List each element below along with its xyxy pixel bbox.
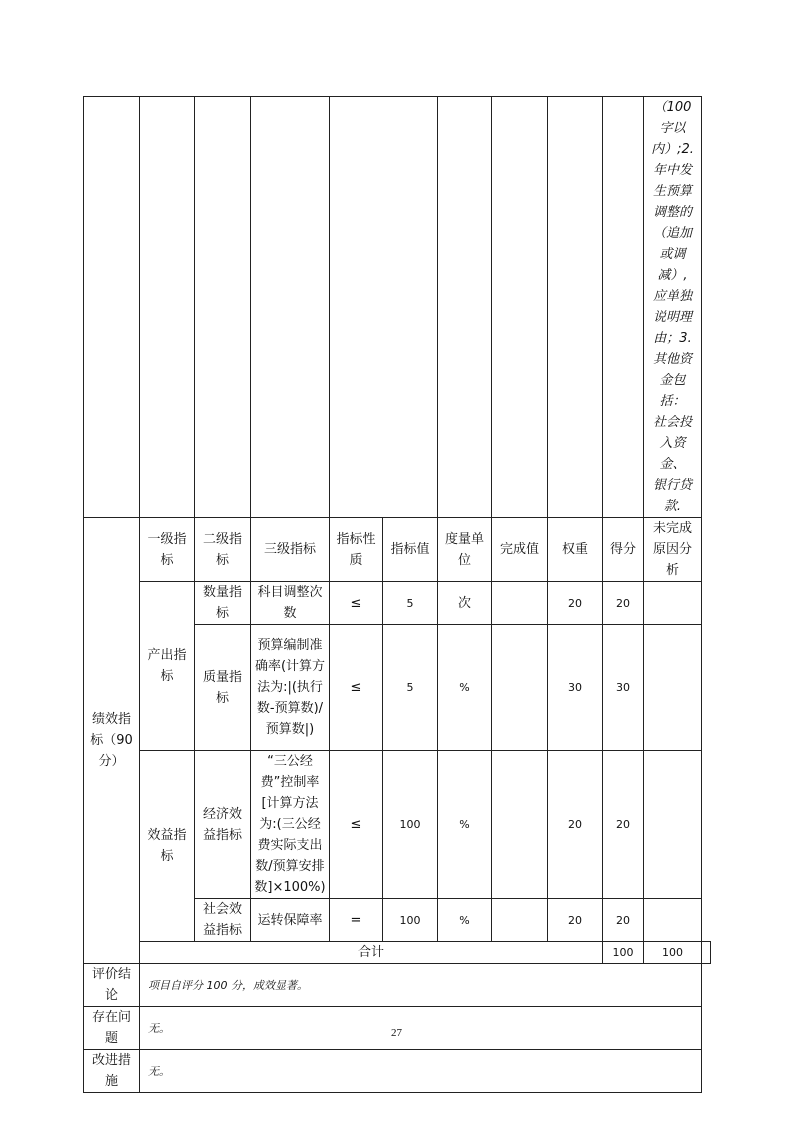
total-label: 合计 xyxy=(140,942,603,964)
row-level2: 社会效益指标 xyxy=(195,899,251,942)
improvements-label: 改进措施 xyxy=(84,1050,140,1093)
row-score: 30 xyxy=(603,625,644,751)
group-benefit: 效益指标 xyxy=(140,751,195,942)
header-reason: 未完成原因分析 xyxy=(644,518,702,582)
evaluation-row xyxy=(84,964,711,1007)
header-done: 完成值 xyxy=(492,518,548,582)
budget-note: （100 字以 内）;2. 年中发 生预算 调整的 （追加 或调减）, 应单独 说明理 由；3. 其他资 金包括： 社会投 入资金、 银行贷 款. xyxy=(644,97,702,518)
row-level3: “三公经费”控制率[计算方法为:(三公经费实际支出数/预算安排数]×100%) xyxy=(251,751,330,899)
row-score: 20 xyxy=(603,582,644,625)
table-row xyxy=(84,751,711,899)
header-value: 指标值 xyxy=(383,518,438,582)
header-score: 得分 xyxy=(603,518,644,582)
row-reason xyxy=(644,899,702,942)
improvements-row xyxy=(84,1050,711,1093)
row-unit: % xyxy=(438,625,492,751)
row-nature: = xyxy=(330,899,383,942)
row-weight: 30 xyxy=(548,625,603,751)
header-nature: 指标性质 xyxy=(330,518,383,582)
improvements-value: 无。 xyxy=(140,1050,702,1093)
row-nature: ≤ xyxy=(330,751,383,899)
row-weight: 20 xyxy=(548,582,603,625)
row-level3: 科目调整次数 xyxy=(251,582,330,625)
row-reason xyxy=(644,751,702,899)
row-unit: % xyxy=(438,751,492,899)
problems-label: 存在问题 xyxy=(84,1007,140,1050)
header-unit: 度量单位 xyxy=(438,518,492,582)
row-nature: ≤ xyxy=(330,582,383,625)
page-number: 27 xyxy=(391,1027,402,1039)
top-continuation-row xyxy=(84,97,711,518)
row-level2: 质量指标 xyxy=(195,625,251,751)
row-done xyxy=(492,625,548,751)
row-done xyxy=(492,582,548,625)
row-nature: ≤ xyxy=(330,625,383,751)
problems-value: 无。 xyxy=(140,1007,702,1050)
row-value: 100 xyxy=(383,899,438,942)
evaluation-label: 评价结论 xyxy=(84,964,140,1007)
row-value: 100 xyxy=(383,751,438,899)
total-row xyxy=(84,942,711,964)
row-level3: 运转保障率 xyxy=(251,899,330,942)
header-weight: 权重 xyxy=(548,518,603,582)
table-row xyxy=(84,582,711,625)
total-score: 100 xyxy=(644,942,702,964)
section-label: 绩效指标（90分） xyxy=(84,518,140,964)
row-weight: 20 xyxy=(548,899,603,942)
row-weight: 20 xyxy=(548,751,603,899)
row-reason xyxy=(644,625,702,751)
row-unit: 次 xyxy=(438,582,492,625)
group-output: 产出指标 xyxy=(140,582,195,751)
row-done xyxy=(492,899,548,942)
row-unit: % xyxy=(438,899,492,942)
row-level3: 预算编制准确率(计算方法为:|(执行数-预算数)/预算数|) xyxy=(251,625,330,751)
row-value: 5 xyxy=(383,582,438,625)
row-score: 20 xyxy=(603,899,644,942)
evaluation-value: 项目自评分 100 分，成效显著。 xyxy=(140,964,702,1007)
row-score: 20 xyxy=(603,751,644,899)
performance-table xyxy=(83,96,711,1093)
header-level3: 三级指标 xyxy=(251,518,330,582)
header-level1: 一级指标 xyxy=(140,518,195,582)
header-row xyxy=(84,518,711,582)
total-weight: 100 xyxy=(603,942,644,964)
row-level2: 数量指标 xyxy=(195,582,251,625)
row-level2: 经济效益指标 xyxy=(195,751,251,899)
header-level2: 二级指标 xyxy=(195,518,251,582)
row-reason xyxy=(644,582,702,625)
row-done xyxy=(492,751,548,899)
row-value: 5 xyxy=(383,625,438,751)
